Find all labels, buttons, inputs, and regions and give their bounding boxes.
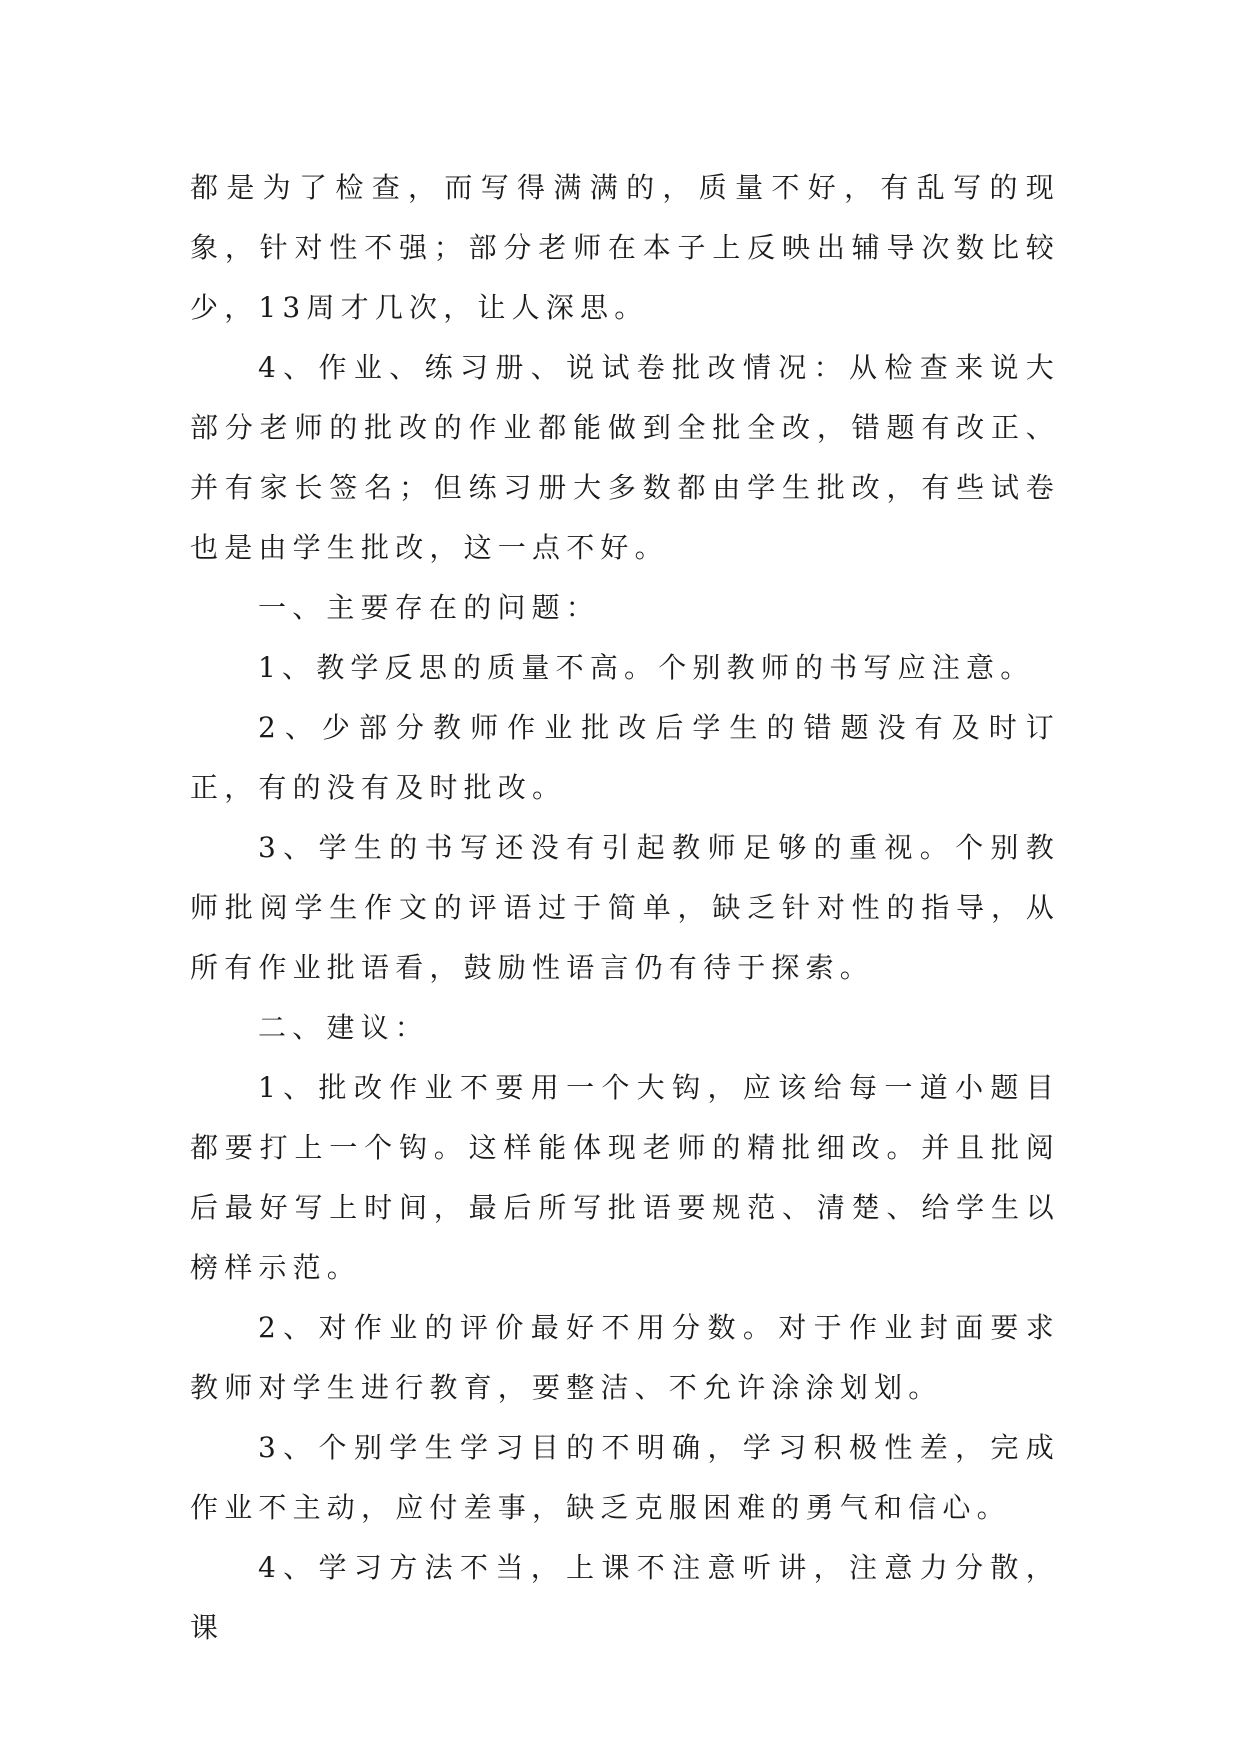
paragraph-suggestion-4: 4、学习方法不当，上课不注意听讲，注意力分散，课 bbox=[190, 1551, 1060, 1644]
paragraph-suggestion-2: 2、对作业的评价最好不用分数。对于作业封面要求教师对学生进行教育，要整洁、不允许涂涂划划。 bbox=[190, 1311, 1060, 1404]
section-heading-suggestions: 二、建议： bbox=[258, 1011, 430, 1044]
paragraph-suggestion-1: 1、批改作业不要用一个大钩，应该给每一道小题目都要打上一个钩。这样能体现老师的精批细改。并且批阅后最好写上时间，最后所写批语要规范、清楚、给学生以榜样示范。 bbox=[190, 1071, 1060, 1284]
document-body bbox=[190, 158, 1060, 1658]
paragraph-suggestion-3: 3、个别学生学习目的不明确，学习积极性差，完成作业不主动，应付差事，缺乏克服困难的勇气和信心。 bbox=[190, 1431, 1060, 1524]
section-heading-problems: 一、主要存在的问题： bbox=[258, 591, 601, 624]
paragraph-1: 都是为了检查，而写得满满的，质量不好，有乱写的现象，针对性不强；部分老师在本子上反映出辅导次数比较少，13周才几次，让人深思。 bbox=[190, 171, 1060, 324]
paragraph-problem-1: 1、教学反思的质量不高。个别教师的书写应注意。 bbox=[258, 651, 1035, 684]
paragraph-problem-2: 2、少部分教师作业批改后学生的错题没有及时订正，有的没有及时批改。 bbox=[190, 711, 1060, 804]
paragraph-problem-3: 3、学生的书写还没有引起教师足够的重视。个别教师批阅学生作文的评语过于简单，缺乏针对性的指导，从所有作业批语看，鼓励性语言仍有待于探索。 bbox=[190, 831, 1060, 984]
paragraph-2: 4、作业、练习册、说试卷批改情况：从检查来说大部分老师的批改的作业都能做到全批全改，错题有改正、并有家长签名；但练习册大多数都由学生批改，有些试卷也是由学生批改，这一点不好。 bbox=[190, 351, 1060, 564]
